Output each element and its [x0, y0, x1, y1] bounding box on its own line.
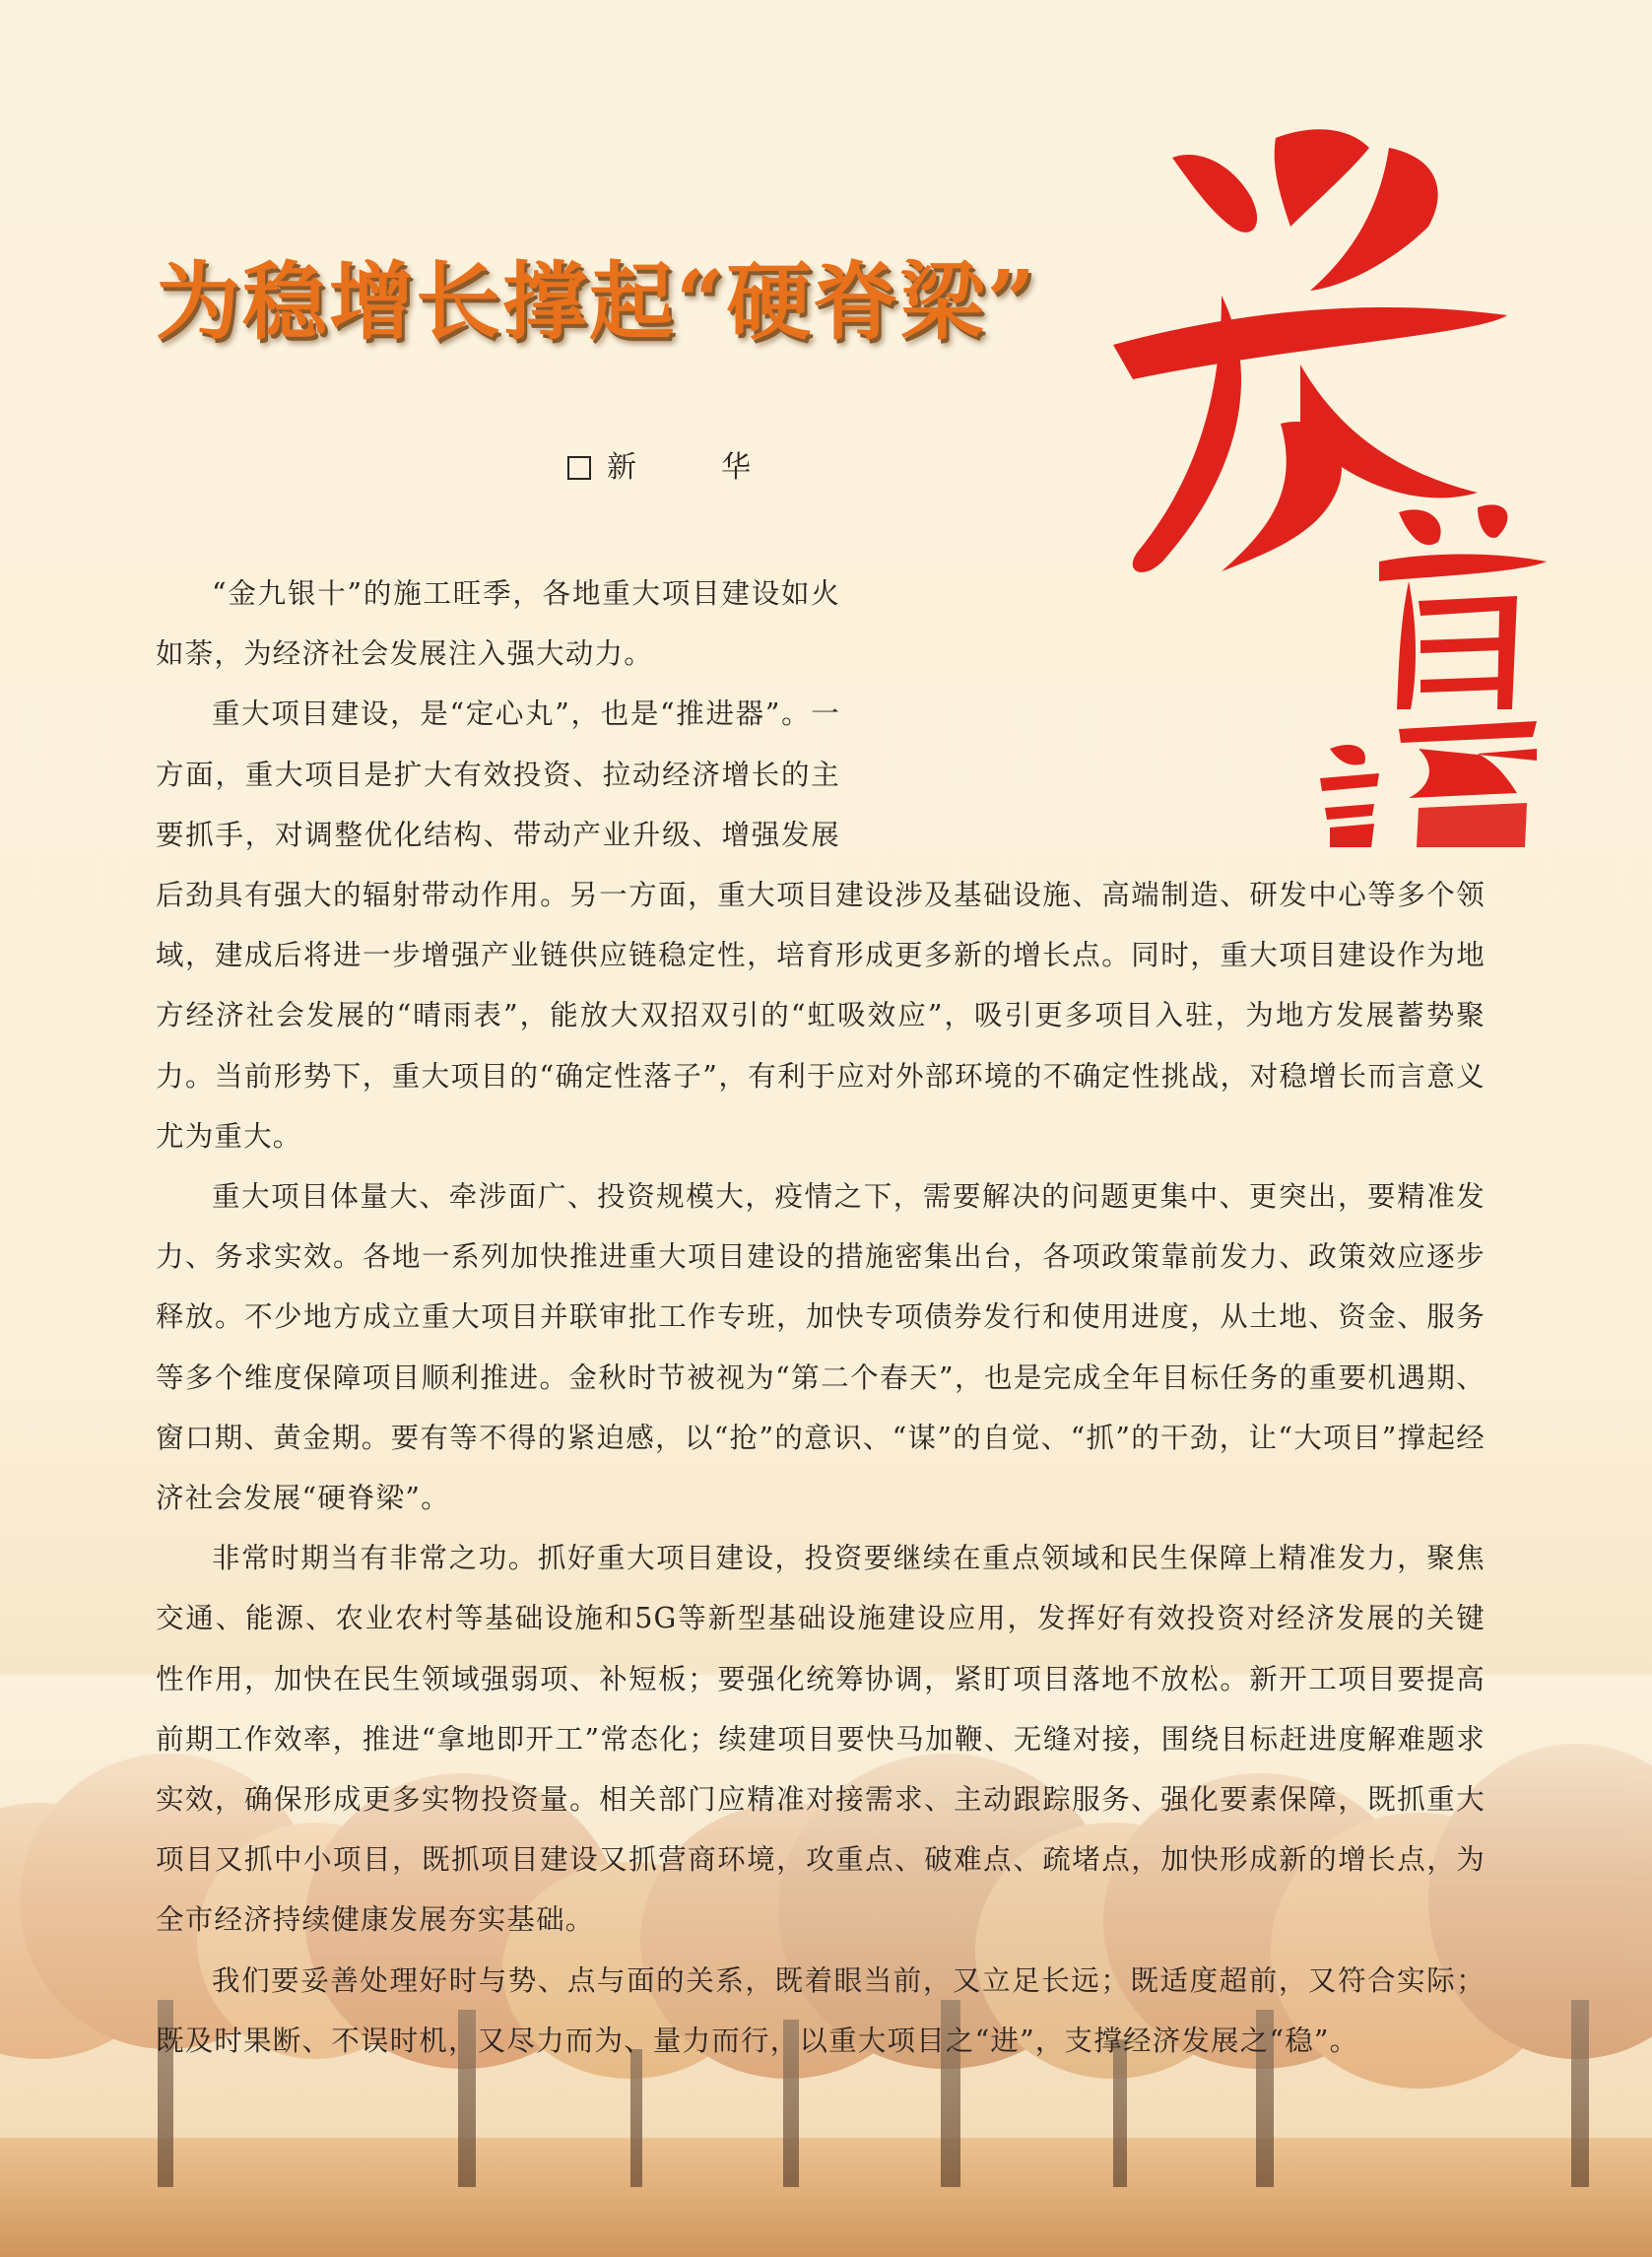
article-body — [156, 564, 1486, 2071]
paragraph: 非常时期当有非常之功。抓好重大项目建设，投资要继续在重点领域和民生保障上精准发力，聚焦交通、能源、农业农村等基础设施和5G等新型基础设施建设应用，发挥好有效投资对经济发展的关键性作用，加快在民生领域强弱项、补短板；要强化统筹协调，紧盯项目落地不放松。新开工项目要提高前期工作效率，推进“拿地即开工”常态化；续建项目要快马加鞭、无缝对接，围绕目标赶进度解难题求实效，确保形成更多实物投资量。相关部门应精准对接需求、主动跟踪服务、强化要素保障，既抓重大项目又抓中小项目，既抓项目建设又抓营商环境，攻重点、破难点、疏堵点，加快形成新的增长点，为全市经济持续健康发展夯实基础。 — [156, 1542, 1486, 1937]
article-title: 为稳增长撑起“硬脊梁” — [156, 252, 1037, 352]
calligraphy-spacer — [840, 564, 1087, 839]
paragraph: 重大项目体量大、牵涉面广、投资规模大，疫情之下，需要解决的问题更集中、更突出，要精准发力、务求实效。各地一系列加快推进重大项目建设的措施密集出台，各项政策靠前发力、政策效应逐步释放。不少地方成立重大项目并联审批工作专班，加快专项债券发行和使用进度，从土地、资金、服务等多个维度保障项目顺利推进。金秋时节被视为“第二个春天”，也是完成全年目标任务的重要机遇期、窗口期、黄金期。要有等不得的紧迫感，以“抢”的意识、“谋”的自觉、“抓”的干劲，让“大项目”撑起经济社会发展“硬脊梁”。 — [156, 1180, 1486, 1515]
paragraph: “金九银十”的施工旺季，各地重大项目建设如火如荼，为经济社会发展注入强大动力。 — [156, 577, 840, 671]
byline — [567, 448, 778, 488]
paragraph: 重大项目建设，是“定心丸”，也是“推进器”。一方面，重大项目是扩大有效投资、拉动经济增长的主要抓手，对调整优化结构、带动产业升级、增强发展后劲具有强大的辐射带动作用。另一方面，重大项目建设涉及基础设施、高端制造、研发中心等多个领域，建成后将进一步增强产业链供应链稳定性，培育形成更多新的增长点。同时，重大项目建设作为地方经济社会发展的“晴雨表”，能放大双招双引的“虹吸效应”，吸引更多项目入驻，为地方发展蓄势聚力。当前形势下，重大项目的“确定性落子”，有利于应对外部环境的不确定性挑战，对稳增长而言意义尤为重大。 — [156, 697, 1486, 1153]
paragraph: 我们要妥善处理好时与势、点与面的关系，既着眼当前，又立足长远；既适度超前，又符合实际；既及时果断、不误时机，又尽力而为、量力而行，以重大项目之“进”，支撑经济发展之“稳”。 — [156, 1963, 1486, 2057]
square-icon — [567, 456, 591, 480]
calligraphy-spacer-top — [1087, 564, 1486, 632]
author-name: 新 华 — [607, 450, 778, 485]
